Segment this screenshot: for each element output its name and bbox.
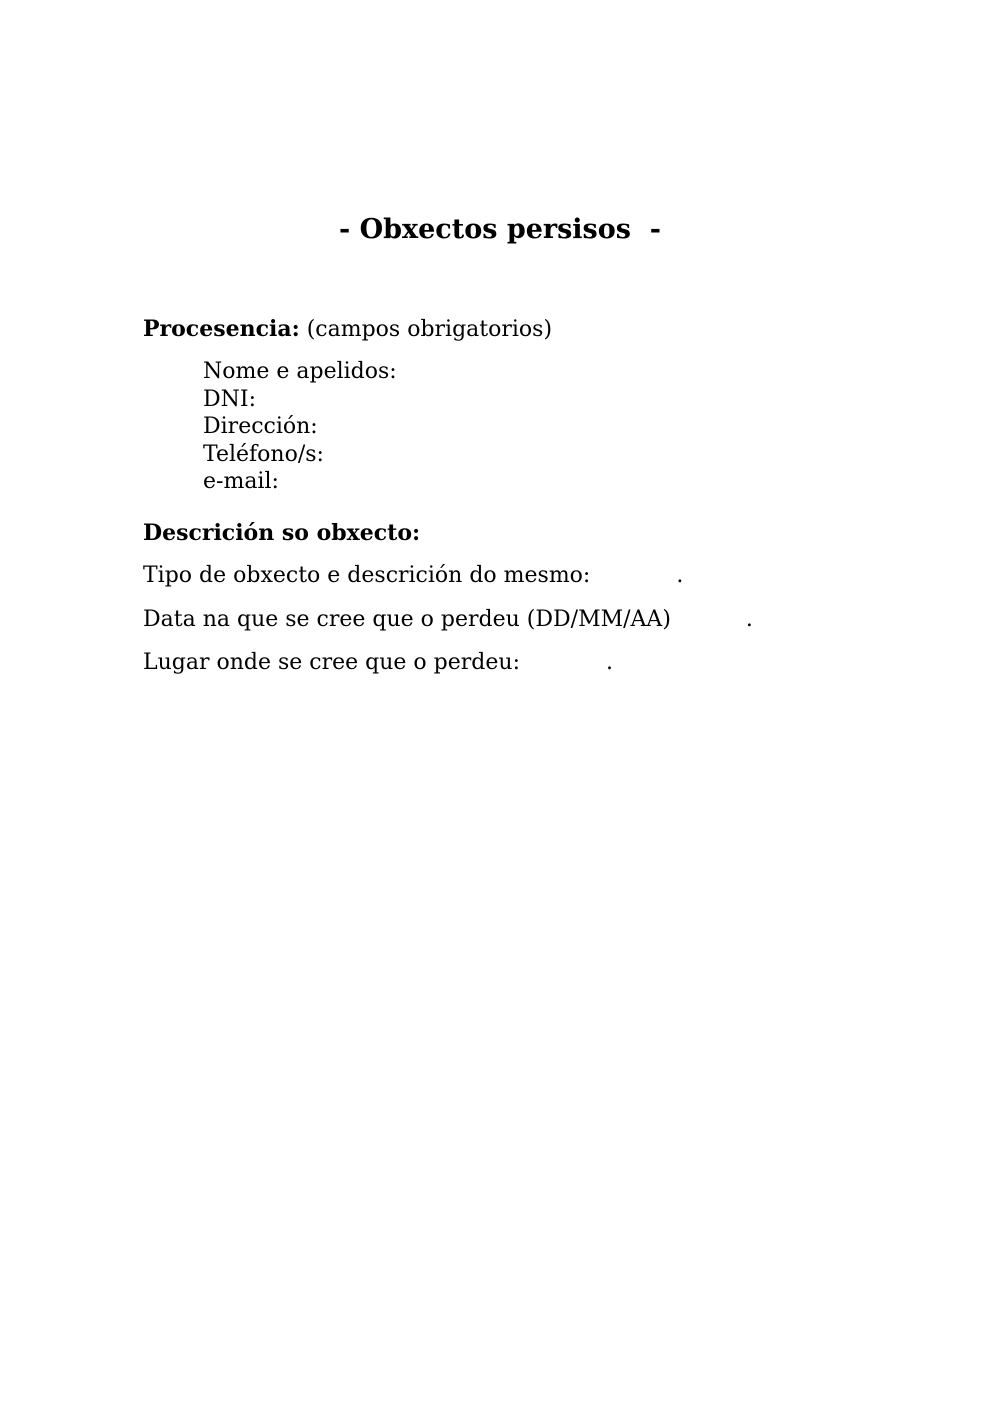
procesencia-heading <box>143 315 552 344</box>
question-label: Data na que se cree que o perdeu (DD/MM/AA) <box>143 607 671 632</box>
question-data-perda <box>143 606 753 634</box>
procesencia-note: (campos obrigatorios) <box>299 317 553 342</box>
question-terminator: . <box>676 563 684 588</box>
question-tipo-obxecto <box>143 562 683 590</box>
document-title: - Obxectos persisos - <box>339 214 661 245</box>
descricion-heading: Descrición so obxecto: <box>143 520 421 546</box>
field-dni: DNI: <box>203 387 256 412</box>
question-terminator: . <box>745 607 753 632</box>
field-direccion: Dirección: <box>203 414 318 439</box>
question-label: Tipo de obxecto e descrición do mesmo: <box>143 563 591 588</box>
question-label: Lugar onde se cree que o perdeu: <box>143 650 520 675</box>
question-lugar-perda <box>143 649 613 677</box>
field-email: e-mail: <box>203 469 279 494</box>
field-nome-apelidos: Nome e apelidos: <box>203 359 397 384</box>
field-telefono: Teléfono/s: <box>203 442 324 467</box>
question-terminator: . <box>605 650 613 675</box>
procesencia-label: Procesencia: <box>143 316 300 342</box>
